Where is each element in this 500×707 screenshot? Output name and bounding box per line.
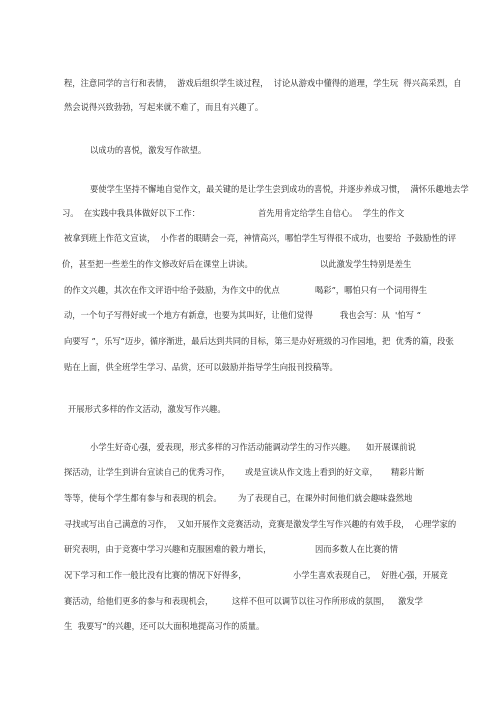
- section-heading: [0, 402, 500, 416]
- text-segment: 我也会写：从 '怕写 “: [340, 310, 421, 320]
- text-line: [0, 100, 500, 114]
- text-segment: 生 我要写”的兴趣，还可以大面积地提高习作的质量。: [64, 621, 265, 631]
- text-line: [0, 594, 500, 608]
- text-segment: 以此激发学生特别是差生: [320, 259, 412, 269]
- text-line: [0, 465, 500, 479]
- text-line: [0, 517, 500, 531]
- text-segment: 等等，使每个学生都有参与和表现的机会。: [64, 493, 222, 503]
- text-line: [0, 206, 500, 220]
- text-segment: 动，一个句子写得好或一个地方有新意，也要为其叫好，让他们觉得: [64, 310, 313, 320]
- text-line: [0, 619, 500, 633]
- text-segment: 开展形式多样的作文活动，激发写作兴趣。: [68, 404, 226, 414]
- text-segment: 向要写 ”，乐写”迈步，循序渐进，最后达到共同的目标，第三是办好班级的习作园地，把 优秀的篇，段张: [64, 336, 454, 346]
- text-segment: 况下学习和工作一般比没有比赛的情况下好得多，: [64, 570, 247, 580]
- text-segment: 喝彩”，哪怕只有一个词用得生: [315, 285, 428, 295]
- text-segment: 首先用肯定给学生自信心。 学生的作文: [258, 208, 405, 218]
- text-line: [0, 257, 500, 271]
- text-segment: 探活动，让学生到讲台宣读自己的优秀习作，: [64, 467, 230, 477]
- text-line: [0, 308, 500, 322]
- text-segment: 贴在上面，供全班学生学习、品赏，还可以鼓励并指导学生向报刊投稿等。: [64, 362, 338, 372]
- text-segment: 寻找或写出自己满意的习作， 又如开展作文竞赛活动，竞赛是激发学生写作兴趣的有效手段， 心理学家的: [64, 519, 457, 529]
- text-segment: 价，甚至把一些差生的作文修改好后在课堂上讲读。: [62, 259, 253, 269]
- text-segment: 因而多数人在比赛的情: [315, 544, 398, 554]
- text-segment: 习。 在实践中我具体做好以下工作：: [62, 208, 201, 218]
- text-segment: 赛活动，给他们更多的参与和表现机会，: [64, 596, 214, 606]
- text-segment: 的作文兴趣，其次在作文评语中给予鼓励，为作文中的优点: [64, 285, 280, 295]
- text-segment: 或是宣读从作文选上看到的好文章，: [245, 467, 378, 477]
- text-segment: 为了表现自己，在课外时间他们就会趣味盎然地: [238, 493, 413, 503]
- text-line: [0, 76, 500, 90]
- text-line: [0, 360, 500, 374]
- text-line: [0, 440, 500, 454]
- text-segment: 如开展课前说: [366, 442, 416, 452]
- text-segment: 然会说得兴致勃勃，写起来就不难了，而且有兴趣了。: [64, 102, 264, 112]
- text-line: [0, 182, 500, 196]
- text-segment: 研究表明，由于竞赛中学习兴趣和克服困难的毅力增长，: [64, 544, 272, 554]
- text-line: [0, 231, 500, 245]
- text-line: [0, 491, 500, 505]
- text-segment: 精彩片断: [391, 467, 425, 477]
- text-line: [0, 542, 500, 556]
- text-line: [0, 334, 500, 348]
- text-line: [0, 283, 500, 297]
- text-segment: 激发学: [398, 596, 423, 606]
- text-segment: 这样不但可以调节以往习作所形成的氛围，: [232, 596, 390, 606]
- text-segment: 程，注意同学的言行和表情， 游戏后组织学生谈过程， 讨论从游戏中懂得的道理，学生玩 得兴高采烈，自: [64, 78, 462, 88]
- text-segment: 小学生好奇心强，爱表现，形式多样的习作活动能调动学生的习作兴趣。: [90, 442, 356, 452]
- section-heading: [0, 143, 500, 157]
- text-segment: 小学生喜欢表现自己， 好胜心强，开展竞: [293, 570, 448, 580]
- text-line: [0, 568, 500, 582]
- text-segment: 被拿到班上作范文宣读， 小作者的眼睛会一亮，神情高兴，哪怕学生写得很不成功，也要给 予鼓励性的评: [64, 233, 457, 243]
- text-segment: 以成功的喜悦，激发写作欲望。: [90, 145, 207, 155]
- text-segment: 要使学生坚持不懈地自觉作文，最关键的是让学生尝到成功的喜悦，并逐步养成习惯， 满怀乐趣地去学: [90, 184, 469, 194]
